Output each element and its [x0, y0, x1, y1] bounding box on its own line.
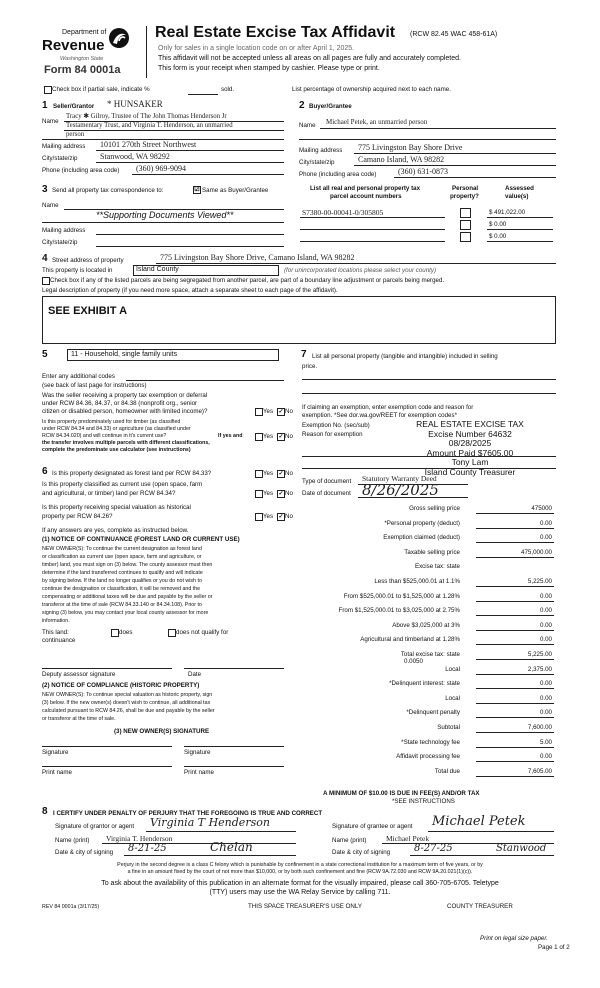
header-line-2: This affidavit will not be accepted unless all areas on all pages are fully and accurately completed.: [158, 55, 461, 62]
sec3-number: 3: [42, 184, 48, 195]
assessed-value-2[interactable]: $ 0.00: [489, 221, 507, 228]
perjury-line-2: a fine in an amount fixed by the court of not more than $10,000, or by both such confinement and fine (RCW 9A.72.030 and RCW 9A.20.021(1)(c)).: [127, 869, 473, 875]
q-historic-line2: property per RCW 84.26?: [42, 513, 113, 520]
calc-value[interactable]: 0.00: [539, 680, 552, 687]
q-timber-line4: the transfer involves multiple parcels with different classifications,: [42, 440, 210, 446]
sec2-city[interactable]: Camano Island, WA 98282: [358, 155, 445, 164]
calc-label: Agricultural and timberland at 1.28%: [360, 636, 460, 643]
sec1-phone[interactable]: (360) 969-9094: [136, 164, 186, 173]
assessed-value-3[interactable]: $ 0.00: [489, 233, 507, 240]
sec2-mail[interactable]: 775 Livingston Bay Shore Drive: [358, 143, 463, 152]
calc-label: Taxable selling price: [404, 549, 460, 556]
grantor-printed-name[interactable]: Virginia T. Henderson: [106, 834, 173, 843]
sec2-name-label: Name: [299, 122, 316, 129]
calc-label: Subtotal: [437, 724, 460, 731]
perjury-line-1: Perjury in the second degree is a class C felony which is punishable by confinement in a state correctional institution for a maximum term of five years, or by: [117, 862, 483, 868]
currentuse-no-label: No: [285, 490, 293, 497]
see-instructions-note: *SEE INSTRUCTIONS: [392, 798, 455, 805]
segregated-label: Check box if any of the listed parcels are being segregated from another parcel, are part of a boundary line adjustment or parcels being merged.: [50, 277, 445, 284]
grantee-city[interactable]: Stanwood: [496, 843, 547, 854]
sec1-city[interactable]: Stanwood, WA 98292: [100, 152, 170, 161]
currentuse-yes-label: Yes: [263, 490, 274, 497]
notice-continuance-title: (1) NOTICE OF CONTINUANCE (FOREST LAND OR CURRENT USE): [42, 536, 240, 543]
sec1-phone-label: Phone (including area code): [42, 167, 120, 174]
form-number: Form 84 0001a: [44, 64, 121, 76]
grantor-signature-label: Signature of grantor or agent: [55, 823, 135, 830]
sec3-mail-label: Mailing address: [42, 227, 86, 234]
exemption-no-label: No: [285, 408, 293, 415]
calc-underline: [476, 732, 554, 733]
calc-value[interactable]: 0.00: [539, 520, 552, 527]
revenue-logo-text: Revenue: [42, 37, 105, 54]
timber-yes-checkbox[interactable]: [255, 433, 263, 441]
grantor-date[interactable]: 8-21-25: [128, 843, 167, 854]
timber-yes-label: Yes: [263, 433, 274, 440]
property-street[interactable]: 775 Livingston Bay Shore Drive, Camano Island, WA 98282: [160, 253, 355, 262]
assessed-value-1[interactable]: $ 491,022.00: [489, 209, 526, 216]
notice-compliance-body: NEW OWNER(S): To continue special valuation as historic property, sign (3) below. If the new owner(s) doesn't wish to continue, all additional tax calculated pursuant to RCW 84.26, shall be due and payable by the seller or transferor at the time of sale.: [42, 692, 215, 722]
historic-no-label: No: [285, 513, 293, 520]
sec2-mail-label: Mailing address: [299, 147, 343, 154]
exemption-yes-label: Yes: [263, 408, 274, 415]
sec7-text-2: price.: [302, 363, 318, 370]
forest-no-label: No: [285, 470, 293, 477]
continuance-label: continuance: [42, 637, 76, 644]
historic-yes-checkbox[interactable]: [255, 513, 263, 521]
land-does-label: does: [119, 629, 133, 636]
sec2-phone[interactable]: (360) 631-0873: [398, 167, 448, 176]
partial-sale-sold: sold.: [221, 86, 235, 93]
owner-signature-label-1: Signature: [42, 749, 69, 756]
sec2-label: Buyer/Grantee: [309, 103, 352, 110]
additional-codes-label: Enter any additional codes: [42, 373, 115, 380]
q-timber-line3: RCW 84.34.020) and will continue in it's current use?: [42, 433, 167, 439]
this-land-label: This land:: [42, 629, 69, 636]
calc-value[interactable]: 5,225.00: [527, 578, 552, 585]
sec2-number: 2: [299, 100, 305, 111]
calc-label: Local: [445, 666, 460, 673]
sec1-handwritten: * HUNSAKER: [107, 99, 163, 109]
sec1-label: Seller/Grantor: [53, 103, 95, 110]
if-yes-note: If any answers are yes, complete as instructed below.: [42, 527, 189, 534]
personal-header-2: property?: [450, 193, 479, 200]
grantor-date-city-label: Date & city of signing: [55, 849, 114, 856]
exemption-number-label: Exemption No. (sec/sub): [302, 422, 370, 429]
deputy-signature-label: Deputy assessor signature: [42, 671, 116, 678]
calc-value[interactable]: 0.00: [539, 607, 552, 614]
calc-value[interactable]: 0.00: [539, 593, 552, 600]
calc-value[interactable]: 7,605.00: [527, 768, 552, 775]
calc-label: Excise tax: state: [414, 563, 460, 570]
q-timber-line2: under RCW 84.34 and 84.33) or agriculture (as classified under: [42, 426, 191, 432]
calc-value[interactable]: 0.00: [539, 753, 552, 760]
calc-value[interactable]: 2,375.00: [527, 666, 552, 673]
grantee-date[interactable]: 8-27-25: [414, 843, 453, 854]
located-label: This property is located in: [42, 267, 113, 274]
calc-label: Affidavit processing fee: [396, 753, 460, 760]
sec2-phone-label: Phone (including area code): [299, 171, 377, 178]
header-line-3: This form is your receipt when stamped by cashier. Please type or print.: [158, 65, 380, 72]
calc-label: *Personal property (deduct): [384, 520, 460, 527]
sec2-city-label: City/state/zip: [299, 159, 335, 166]
forest-yes-label: Yes: [263, 470, 274, 477]
calc-value[interactable]: 0.00: [539, 534, 552, 541]
timber-no-checkbox[interactable]: ✓: [278, 434, 284, 440]
q-forest: Is this property designated as forest land per RCW 84.33?: [52, 470, 212, 477]
sec1-mail[interactable]: 10101 270th Street Northwest: [100, 140, 197, 149]
exemption-text-1: If claiming an exemption, enter exemption code and reason for: [302, 404, 474, 411]
legal-desc-label: Legal description of property (if you need more space, attach a separate sheet to each page of the affidavit).: [42, 287, 338, 294]
grantee-name-label: Name (print): [332, 837, 367, 844]
partial-sale-label: Check box if partial sale, indicate %: [52, 86, 150, 93]
personal-property-checkbox-2[interactable]: [460, 220, 471, 230]
personal-property-checkbox-1[interactable]: [460, 208, 471, 218]
exemption-text-2: exemption. *See dor.wa.gov/REET for exemption codes*: [302, 412, 458, 419]
ownership-note: List percentage of ownership acquired next to each name.: [292, 86, 451, 93]
forest-no-checkbox[interactable]: ✓: [278, 471, 284, 477]
forest-yes-checkbox[interactable]: [255, 470, 263, 478]
grantor-city[interactable]: Chelan: [210, 840, 253, 854]
calc-underline: [476, 674, 554, 675]
calc-underline: [476, 615, 554, 616]
property-use-value: 11 - Household, single family units: [71, 351, 178, 358]
exemption-no-checkbox[interactable]: ✓: [278, 409, 284, 415]
calc-value[interactable]: 0.00: [539, 695, 552, 702]
calc-underline: [476, 747, 554, 748]
assessed-header-1: Assessed: [505, 185, 534, 192]
calc-label: Above $3,025,000 at 3%: [392, 622, 460, 629]
grantee-signature[interactable]: Michael Petek: [432, 814, 526, 829]
calc-value[interactable]: 0.00: [539, 709, 552, 716]
rcw-reference: (RCW 82.45 WAC 458-61A): [410, 31, 498, 38]
page-number: Page 1 of 2: [538, 944, 570, 951]
calc-label: Exemption claimed (deduct): [383, 534, 460, 541]
calc-underline: [476, 542, 554, 543]
see-back-note: (see back of last page for instructions): [42, 382, 147, 389]
calc-label: From $1,525,000.01 to $3,025,000 at 2.75%: [338, 607, 460, 614]
timber-no-label: No: [285, 433, 293, 440]
local-rate: 0.0050: [404, 658, 423, 665]
parcel-number[interactable]: S7380-00-00041-0/305805: [302, 208, 384, 217]
calc-underline: [476, 601, 554, 602]
sec1-name-line3: person: [66, 131, 85, 138]
partial-sale-checkbox[interactable]: [44, 86, 52, 94]
doc-type-label: Type of document: [302, 478, 352, 485]
treasurer-use-label: THIS SPACE TREASURER'S USE ONLY: [248, 903, 362, 910]
grantee-date-city-label: Date & city of signing: [332, 849, 391, 856]
land-doesnot-checkbox[interactable]: [168, 629, 176, 637]
sec8-number: 8: [42, 806, 48, 817]
calc-label: From $525,000.01 to $1,525,000 at 1.28%: [343, 593, 460, 600]
sec1-name-label: Name: [42, 118, 59, 125]
personal-property-checkbox-3[interactable]: [460, 232, 471, 242]
minimum-fee-note: A MINIMUM OF $10.00 IS DUE IN FEE(S) AND/OR TAX: [323, 790, 480, 797]
same-as-buyer-checkbox[interactable]: ☑: [194, 187, 200, 193]
calc-value[interactable]: 5,225.00: [527, 651, 552, 658]
dor-logo-icon: [108, 26, 130, 50]
q-exemption-line3: citizen or disabled person, homeowner with limited income)?: [42, 408, 208, 415]
sec1-name-line2: Testamentary Trust, and Virginia T. Henderson, an unmarried: [66, 122, 233, 129]
sec1-number: 1: [42, 100, 48, 111]
calc-value[interactable]: 475000: [531, 505, 552, 512]
calc-underline: [476, 630, 554, 631]
calc-underline: [476, 659, 554, 660]
calc-underline: [476, 557, 554, 558]
sec3-text: Send all property tax correspondence to:: [52, 187, 164, 194]
sec1-city-label: City/state/zip: [42, 155, 78, 162]
same-as-buyer-label: Same as Buyer/Grantee: [202, 187, 269, 194]
land-does-checkbox[interactable]: [111, 629, 119, 637]
q-exemption-line2: under RCW 84.36, 84.37, or 84.38 (nonprofit org., senior: [42, 400, 198, 407]
revision-label: REV 84 0001a (3/17/25): [42, 904, 100, 910]
grantee-signature-label: Signature of grantee or agent: [332, 823, 413, 830]
notice-compliance-title: (2) NOTICE OF COMPLIANCE (HISTORIC PROPERTY): [42, 682, 200, 689]
calc-underline: [476, 586, 554, 587]
q-exemption-line1: Was the seller receiving a property tax exemption or deferral: [42, 392, 208, 399]
sec7-number: 7: [301, 349, 307, 360]
legal-description-box[interactable]: [42, 296, 556, 344]
doc-date-value[interactable]: 8/26/2025: [362, 481, 439, 499]
calc-underline: [476, 717, 554, 718]
dept-label: Department of: [62, 29, 107, 36]
new-owner-signature-title: (3) NEW OWNER(S) SIGNATURE: [114, 728, 210, 735]
calc-underline: [476, 688, 554, 689]
assessed-header-2: value(s): [505, 193, 529, 200]
sec1-name-line1: Tracy ✱ Gilroy, Trustee of The John Thomas Henderson Jr: [66, 113, 227, 120]
calc-underline: [476, 761, 554, 762]
calc-label: Gross selling price: [409, 505, 460, 512]
calc-value[interactable]: 0.00: [539, 622, 552, 629]
q-timber-ifyes: If yes and: [218, 433, 243, 439]
grantee-printed-name[interactable]: Michael Petek: [386, 834, 430, 843]
currentuse-yes-checkbox[interactable]: [255, 490, 263, 498]
notice-continuance-body: NEW OWNER(S): To continue the current designation as forest land or classification as current use (open space, farm and agriculture, or timber) land, you must sign on (3) below. The county assessor must then determine if the land transferred continues to qualify and will indicate by signing below. If the land no longer qualifies or you do not wish to continue the designation or classification, it will be removed and the compensating or additional taxes will be due and payable by the seller or transferor at the time of sale (RCW 84.33.140 or 84.34.108). Prior to signing (3) below, you may contact your local county assessor for more information.: [42, 546, 213, 624]
calc-underline: [476, 644, 554, 645]
owner-signature-label-2: Signature: [184, 749, 211, 756]
alt-format-line-2: (TTY) users may use the WA Relay Service by calling 711.: [209, 889, 391, 896]
calc-value[interactable]: 5.00: [539, 739, 552, 746]
doc-type-value[interactable]: Statutory Warranty Deed: [362, 474, 437, 483]
q-timber-line1: Is this property predominately used for timber (as classified: [42, 419, 181, 425]
parcel-header-2: parcel account numbers: [330, 193, 402, 200]
calc-value[interactable]: 475,000.00: [521, 549, 552, 556]
segregated-checkbox[interactable]: [42, 277, 50, 285]
currentuse-no-checkbox[interactable]: ✓: [278, 491, 284, 497]
owner-printname-label-1: Print name: [42, 769, 72, 776]
doc-date-label: Date of document: [302, 490, 351, 497]
deputy-date-label: Date: [188, 671, 202, 678]
sec6-number: 6: [42, 466, 48, 477]
parcel-header-1: List all real and personal property tax: [310, 185, 421, 192]
supporting-docs-note: **Supporting Documents Viewed**: [96, 210, 234, 220]
form-title: Real Estate Excise Tax Affidavit: [155, 24, 396, 41]
calc-label: Less than $525,000.01 at 1.1%: [374, 578, 460, 585]
certify-text: I CERTIFY UNDER PENALTY OF PERJURY THAT THE FOREGOING IS TRUE AND CORRECT: [53, 810, 323, 817]
historic-yes-label: Yes: [263, 513, 274, 520]
calc-label: Local: [445, 695, 460, 702]
legal-description-text: SEE EXHIBIT A: [48, 305, 128, 317]
header-line-1: Only for sales in a single location code on or after April 1, 2025.: [158, 45, 355, 52]
legal-paper-note: Print on legal size paper.: [480, 935, 548, 942]
grantor-signature[interactable]: Virginia T Henderson: [150, 816, 270, 829]
q-currentuse-line2: and agricultural, or timber) land per RCW 84.34?: [42, 490, 176, 497]
sec3-city-label: City/state/zip: [42, 239, 78, 246]
grantor-name-label: Name (print): [55, 837, 90, 844]
calc-label: Total excise tax: state: [400, 651, 460, 658]
calc-label: *Delinquent interest: state: [389, 680, 460, 687]
calc-value[interactable]: 0.00: [539, 636, 552, 643]
sec7-text-1: List all personal property (tangible and intangible) included in selling: [312, 353, 498, 360]
q-currentuse-line1: Is this property classified as current use (open space, farm: [42, 481, 203, 488]
state-label: Washington State: [60, 56, 104, 62]
sec5-number: 5: [42, 349, 48, 360]
sec2-name[interactable]: Michael Petek, an unmarried person: [326, 118, 428, 126]
sec3-name-label: Name: [42, 202, 59, 209]
unincorporated-note: (for unincorporated locations please select your county): [284, 267, 437, 274]
q-timber-line5: complete the predominate use calculator (see instructions): [42, 447, 191, 453]
county-treasurer-label: COUNTY TREASURER: [447, 903, 513, 910]
calc-underline: [476, 776, 554, 777]
treasurer-stamp: REAL ESTATE EXCISE TAX Excise Number 64632 08/28/2025 Amount Paid $7605.00 Tony Lam Island County Treasurer: [416, 419, 524, 477]
exemption-reason-label: Reason for exemption: [302, 431, 363, 438]
owner-printname-label-2: Print name: [184, 769, 214, 776]
alt-format-line-1: To ask about the availability of this publication in an alternate format for the visually impaired, please call 360-705-6705. Teletype: [101, 880, 499, 887]
calc-underline: [476, 703, 554, 704]
calc-label: *Delinquent penalty: [406, 709, 460, 716]
calc-label: *State technology fee: [401, 739, 460, 746]
calc-value[interactable]: 7,600.00: [527, 724, 552, 731]
calc-label: Total due: [434, 768, 460, 775]
personal-header-1: Personal: [452, 185, 479, 192]
county-value: Island County: [136, 266, 179, 273]
land-doesnot-label: does not qualify for: [176, 629, 229, 636]
sec1-mail-label: Mailing address: [42, 143, 86, 150]
calc-underline: [476, 513, 554, 514]
street-label: Street address of property: [52, 257, 124, 264]
sec4-number: 4: [42, 253, 48, 264]
calc-underline: [476, 528, 554, 529]
q-historic-line1: Is this property receiving special valuation as historical: [42, 504, 191, 511]
exemption-yes-checkbox[interactable]: [255, 408, 263, 416]
historic-no-checkbox[interactable]: ✓: [278, 514, 284, 520]
